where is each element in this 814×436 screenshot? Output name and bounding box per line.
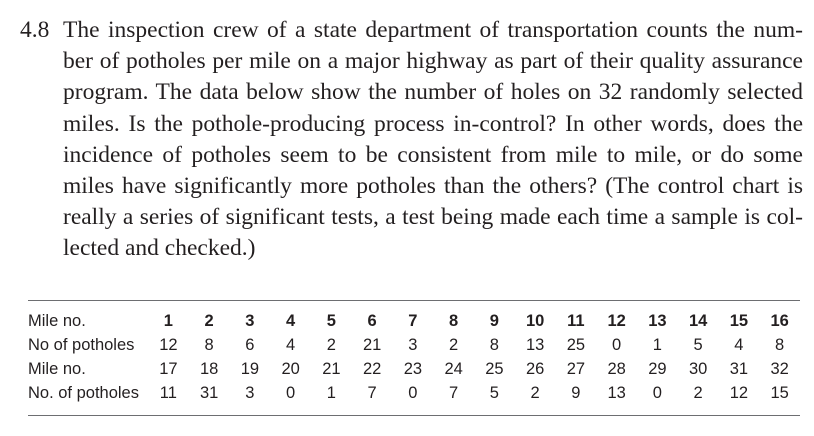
table-cell: 6 (245, 336, 255, 354)
row-label: Mile no. (28, 360, 86, 378)
table-cell: 10 (525, 312, 545, 330)
row-label: Mile no. (28, 312, 86, 330)
problem-statement (63, 15, 803, 265)
table-cell: 17 (159, 360, 178, 378)
problem-line: incidence of potholes seem to be consistent from mile to mile, or do some (63, 141, 803, 168)
table-cell: 7 (408, 312, 418, 330)
table-cell: 4 (286, 336, 296, 354)
table-cell: 25 (485, 360, 504, 378)
row-label: No. of potholes (28, 384, 139, 402)
table-cell: 31 (729, 360, 749, 378)
table-cell: 32 (770, 360, 789, 378)
table-cell: 0 (612, 336, 622, 354)
problem-line: lected and checked.) (63, 235, 256, 262)
table-cell: 1 (652, 336, 662, 354)
table-cell: 30 (688, 360, 708, 378)
problem-line: program. The data below show the number of holes on 32 randomly selected (63, 79, 803, 106)
problem-line: ber of potholes per mile on a major highway as part of their quality assurance (63, 48, 803, 75)
table-cell: 2 (326, 336, 336, 354)
pothole-data-table (28, 300, 800, 416)
table-row (28, 381, 800, 405)
table-row (28, 357, 800, 381)
table-row (28, 309, 800, 333)
table-cell: 13 (648, 312, 667, 330)
table-cell: 16 (770, 312, 789, 330)
table-cell: 12 (607, 312, 626, 330)
table-cell: 6 (367, 312, 377, 330)
table-cell: 22 (362, 360, 382, 378)
table-cell: 12 (729, 384, 749, 402)
table-cell: 15 (729, 312, 749, 330)
table-cell: 12 (159, 336, 178, 354)
table-cell: 27 (566, 360, 586, 378)
table-cell: 5 (326, 312, 336, 330)
table-cell: 21 (322, 360, 341, 378)
table-cell: 21 (362, 336, 382, 354)
table-cell: 28 (607, 360, 626, 378)
table-cell: 31 (199, 384, 219, 402)
table-cell: 3 (408, 336, 418, 354)
table-cell: 9 (571, 384, 581, 402)
table-cell: 3 (245, 384, 255, 402)
table-cell: 2 (449, 336, 459, 354)
table-cell: 0 (408, 384, 418, 402)
table-cell: 15 (770, 384, 789, 402)
table-cell: 2 (693, 384, 703, 402)
table-cell: 14 (688, 312, 708, 330)
problem-line: miles have significantly more potholes than the others? (The control chart is (63, 173, 803, 200)
table-cell: 23 (403, 360, 423, 378)
table-cell: 9 (489, 312, 499, 330)
table-cell: 4 (734, 336, 744, 354)
table-cell: 7 (367, 384, 377, 402)
table-cell: 2 (204, 312, 214, 330)
table-top-rule (28, 300, 800, 301)
table-cell: 0 (286, 384, 296, 402)
table-cell: 20 (281, 360, 300, 378)
table-cell: 0 (652, 384, 662, 402)
table-cell: 11 (567, 312, 585, 330)
table-bottom-rule (28, 415, 800, 416)
table-cell: 25 (566, 336, 586, 354)
table-cell: 11 (159, 384, 177, 402)
problem-line: really a series of significant tests, a test being made each time a sample is col- (63, 204, 803, 231)
table-cell: 1 (326, 384, 336, 402)
table-cell: 13 (607, 384, 626, 402)
table-cell: 19 (240, 360, 260, 378)
table-cell: 5 (693, 336, 703, 354)
table-cell: 2 (530, 384, 540, 402)
table-cell: 3 (245, 312, 255, 330)
table-cell: 8 (204, 336, 214, 354)
problem-line: The inspection crew of a state department of transportation counts the num- (63, 17, 803, 43)
table-cell: 24 (444, 360, 463, 378)
problem-number: 4.8 (20, 17, 50, 43)
table-cell: 8 (775, 336, 785, 354)
table-cell: 18 (199, 360, 219, 378)
table-cell: 1 (163, 312, 173, 330)
problem-line: miles. Is the pothole-producing process in-control? In other words, does the (63, 110, 803, 137)
table-cell: 8 (489, 336, 499, 354)
table-cell: 13 (525, 336, 545, 354)
data-table (28, 309, 800, 405)
table-row (28, 333, 800, 357)
table-cell: 8 (449, 312, 459, 330)
table-cell: 5 (489, 384, 499, 402)
table-cell: 26 (525, 360, 545, 378)
row-label: No of potholes (28, 336, 135, 354)
table-cell: 7 (449, 384, 459, 402)
table-cell: 4 (286, 312, 296, 330)
table-cell: 29 (648, 360, 667, 378)
